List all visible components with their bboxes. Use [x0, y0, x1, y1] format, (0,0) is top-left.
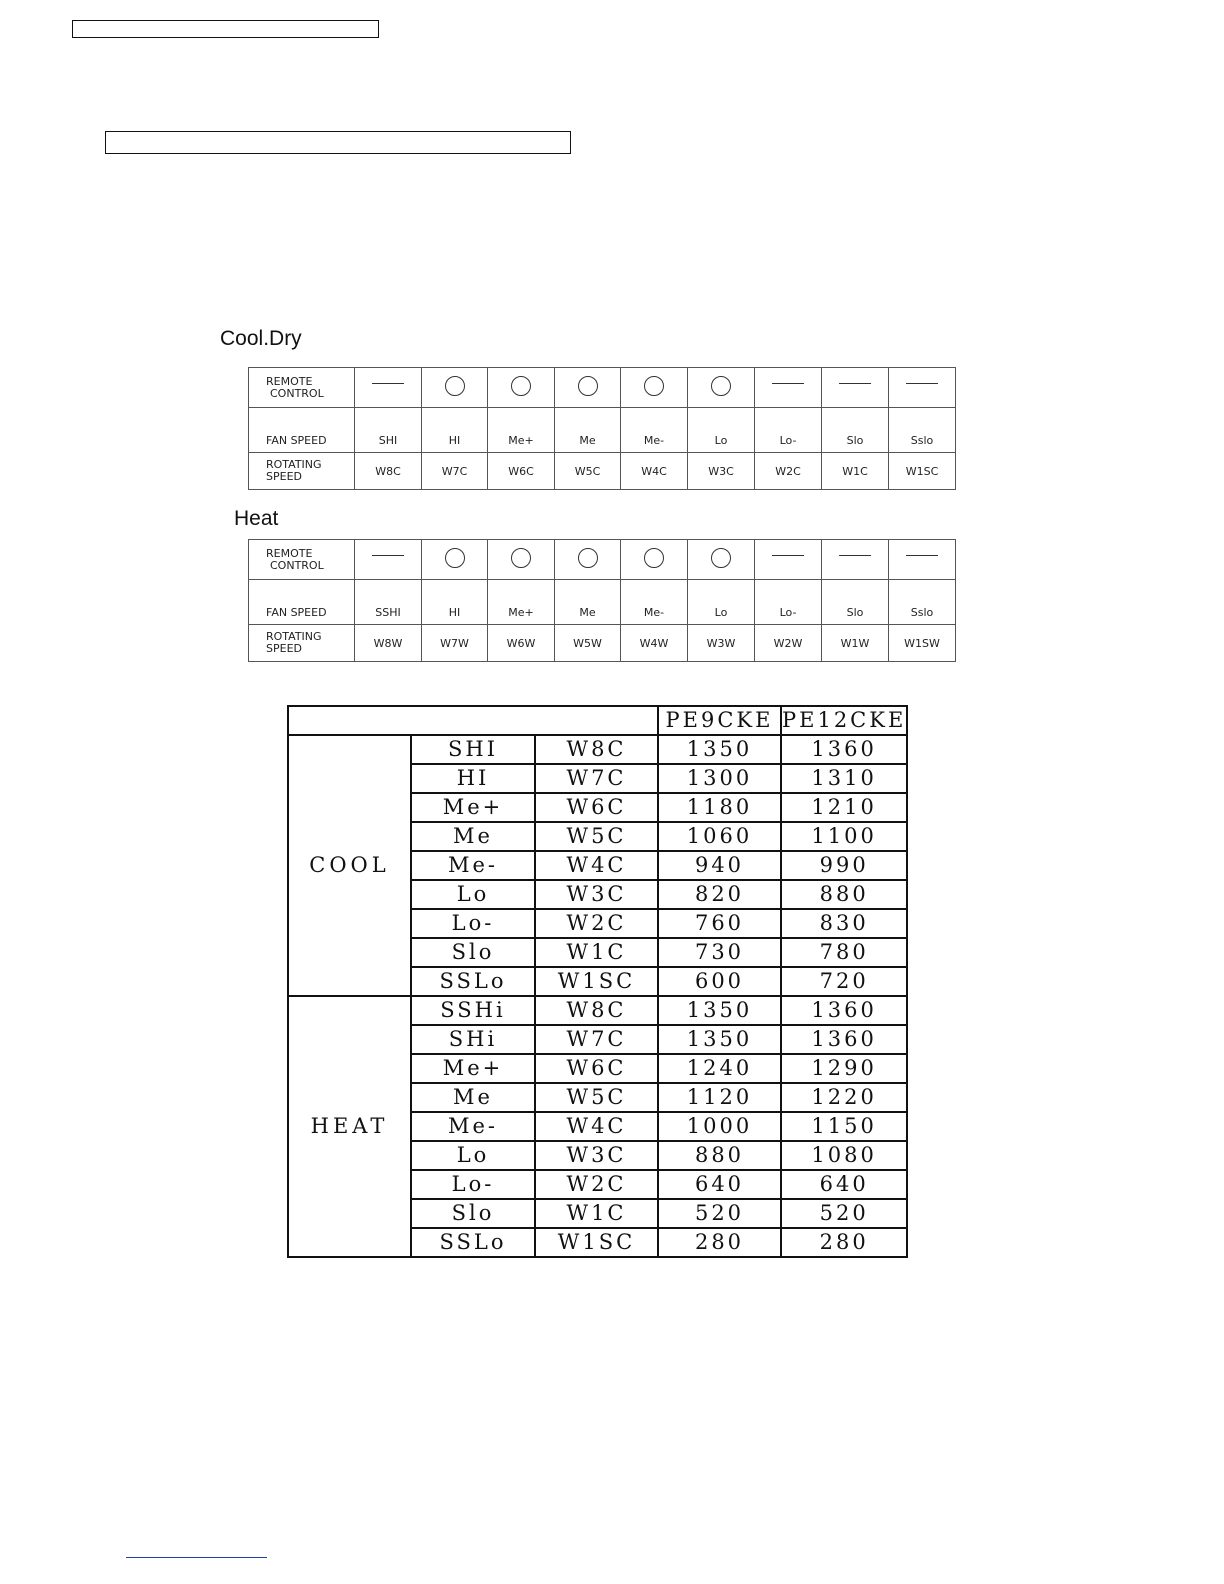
header-blank-cell — [288, 706, 658, 735]
remote-symbol — [822, 368, 889, 408]
rotating-code-cell: W8C — [535, 735, 658, 764]
rotating-label-line1: ROTATING — [266, 630, 322, 643]
remote-label-line1: REMOTE — [266, 546, 313, 560]
rotating-speed-cell: W4W — [621, 625, 688, 662]
rotating-speed-cell: W3C — [688, 453, 755, 490]
rotating-code-cell: W4C — [535, 1112, 658, 1141]
circle-icon — [711, 376, 731, 396]
rotating-code-cell: W3C — [535, 1141, 658, 1170]
speed-name-cell: Me — [411, 822, 535, 851]
pe12-rpm-cell: 1210 — [781, 793, 907, 822]
speed-name-cell: Me — [411, 1083, 535, 1112]
circle-icon — [711, 548, 731, 568]
pe9-rpm-cell: 1300 — [658, 764, 781, 793]
fan-speed-label: FAN SPEED — [249, 408, 355, 453]
speed-name-cell: SSLo — [411, 1228, 535, 1257]
heat-title: Heat — [234, 507, 279, 530]
rotating-code-cell: W7C — [535, 1025, 658, 1054]
fan-speed-cell: Me+ — [488, 408, 555, 453]
rotating-speed-cell: W6C — [488, 453, 555, 490]
circle-icon — [445, 548, 465, 568]
speed-name-cell: Me- — [411, 1112, 535, 1141]
circle-icon — [578, 548, 598, 568]
fan-speed-cell: Me- — [621, 580, 688, 625]
dash-icon — [839, 383, 871, 384]
remote-symbol — [621, 540, 688, 580]
pe12-rpm-cell: 830 — [781, 909, 907, 938]
rotating-code-cell: W7C — [535, 764, 658, 793]
pe12-rpm-cell: 990 — [781, 851, 907, 880]
speed-name-cell: Me- — [411, 851, 535, 880]
rotating-code-cell: W2C — [535, 909, 658, 938]
speed-name-cell: Lo — [411, 1141, 535, 1170]
circle-icon — [511, 548, 531, 568]
dash-icon — [372, 555, 404, 556]
pe12-rpm-cell: 1310 — [781, 764, 907, 793]
pe9-rpm-cell: 1350 — [658, 996, 781, 1025]
rotating-code-cell: W4C — [535, 851, 658, 880]
fan-speed-cell: Sslo — [889, 408, 956, 453]
speed-name-cell: Me+ — [411, 793, 535, 822]
rotating-speed-cell: W8C — [355, 453, 422, 490]
speed-name-cell: SHi — [411, 1025, 535, 1054]
fan-speed-label: FAN SPEED — [249, 580, 355, 625]
fan-speed-cell: HI — [422, 580, 488, 625]
rotating-code-cell: W8C — [535, 996, 658, 1025]
fan-speed-cell: HI — [422, 408, 488, 453]
fan-speed-cell: Sslo — [889, 580, 956, 625]
pe9-rpm-cell: 880 — [658, 1141, 781, 1170]
fan-speed-row — [249, 580, 956, 625]
speed-name-cell: SHI — [411, 735, 535, 764]
rotating-speed-cell: W3W — [688, 625, 755, 662]
fan-speed-cell: Lo — [688, 580, 755, 625]
rotating-code-cell: W6C — [535, 1054, 658, 1083]
fan-speed-cell: Me — [555, 408, 621, 453]
pe9-rpm-cell: 1060 — [658, 822, 781, 851]
rotating-speed-cell: W4C — [621, 453, 688, 490]
pe9-rpm-cell: 520 — [658, 1199, 781, 1228]
rotating-speed-cell: W8W — [355, 625, 422, 662]
pe12-rpm-cell: 280 — [781, 1228, 907, 1257]
rotating-code-cell: W6C — [535, 793, 658, 822]
speed-name-cell: Lo- — [411, 1170, 535, 1199]
header-row — [288, 706, 907, 735]
remote-symbol — [422, 368, 488, 408]
rotating-code-cell: W1SC — [535, 1228, 658, 1257]
remote-control-label — [249, 368, 355, 408]
rotating-code-cell: W2C — [535, 1170, 658, 1199]
fan-speed-cell: Lo — [688, 408, 755, 453]
speed-row — [288, 996, 907, 1025]
rotating-speed-cell: W1SC — [889, 453, 956, 490]
pe12-rpm-cell: 1360 — [781, 735, 907, 764]
fan-speed-cell: Slo — [822, 580, 889, 625]
fan-rpm-table — [287, 705, 908, 1258]
pe12-rpm-cell: 1100 — [781, 822, 907, 851]
pe9-rpm-cell: 760 — [658, 909, 781, 938]
cool-dry-title: Cool.Dry — [220, 327, 302, 350]
circle-icon — [511, 376, 531, 396]
rotating-speed-cell: W5C — [555, 453, 621, 490]
remote-symbol — [422, 540, 488, 580]
dash-icon — [772, 383, 804, 384]
remote-symbol — [755, 540, 822, 580]
rotating-code-cell: W1C — [535, 1199, 658, 1228]
footer-link-underline — [126, 1557, 267, 1558]
mode-label: COOL — [288, 735, 411, 996]
fan-speed-cell: Me- — [621, 408, 688, 453]
rotating-code-cell: W5C — [535, 1083, 658, 1112]
rotating-code-cell: W5C — [535, 822, 658, 851]
fan-speed-row — [249, 408, 956, 453]
rotating-code-cell: W1SC — [535, 967, 658, 996]
remote-symbol — [488, 368, 555, 408]
remote-control-row — [249, 368, 956, 408]
rotating-code-cell: W3C — [535, 880, 658, 909]
remote-symbol — [822, 540, 889, 580]
dash-icon — [906, 555, 938, 556]
remote-symbol — [889, 368, 956, 408]
rotating-speed-cell: W1SW — [889, 625, 956, 662]
speed-name-cell: SSLo — [411, 967, 535, 996]
pe9-rpm-cell: 640 — [658, 1170, 781, 1199]
dash-icon — [772, 555, 804, 556]
circle-icon — [644, 548, 664, 568]
speed-name-cell: Me+ — [411, 1054, 535, 1083]
fan-speed-cell: SHI — [355, 408, 422, 453]
rotating-speed-cell: W7C — [422, 453, 488, 490]
remote-symbol — [621, 368, 688, 408]
pe9-rpm-cell: 1240 — [658, 1054, 781, 1083]
dash-icon — [372, 383, 404, 384]
rotating-speed-cell: W5W — [555, 625, 621, 662]
pe9-rpm-cell: 1350 — [658, 1025, 781, 1054]
circle-icon — [578, 376, 598, 396]
cool-fan-speed-table — [248, 367, 956, 490]
remote-symbol — [555, 368, 621, 408]
rotating-speed-cell: W1W — [822, 625, 889, 662]
pe12-rpm-cell: 1080 — [781, 1141, 907, 1170]
speed-name-cell: Lo — [411, 880, 535, 909]
remote-label-line1: REMOTE — [266, 374, 313, 388]
pe12-rpm-cell: 520 — [781, 1199, 907, 1228]
pe9-rpm-cell: 820 — [658, 880, 781, 909]
fan-speed-cell: Me — [555, 580, 621, 625]
rotating-label-line1: ROTATING — [266, 458, 322, 471]
remote-symbol — [755, 368, 822, 408]
pe12-rpm-cell: 880 — [781, 880, 907, 909]
model-header: PE12CKE — [781, 706, 907, 735]
circle-icon — [644, 376, 664, 396]
circle-icon — [445, 376, 465, 396]
fan-speed-cell: Lo- — [755, 408, 822, 453]
speed-name-cell: Slo — [411, 938, 535, 967]
speed-name-cell: SSHi — [411, 996, 535, 1025]
fan-speed-cell: SSHI — [355, 580, 422, 625]
header-box-top — [72, 20, 379, 38]
rotating-speed-row — [249, 453, 956, 490]
rotating-speed-label — [249, 453, 355, 490]
rotating-speed-label — [249, 625, 355, 662]
pe9-rpm-cell: 1120 — [658, 1083, 781, 1112]
rotating-speed-cell: W1C — [822, 453, 889, 490]
dash-icon — [839, 555, 871, 556]
rotating-speed-cell: W2C — [755, 453, 822, 490]
remote-symbol — [555, 540, 621, 580]
rotating-speed-cell: W6W — [488, 625, 555, 662]
pe9-rpm-cell: 1000 — [658, 1112, 781, 1141]
remote-symbol — [688, 540, 755, 580]
fan-speed-cell: Me+ — [488, 580, 555, 625]
pe9-rpm-cell: 600 — [658, 967, 781, 996]
rotating-code-cell: W1C — [535, 938, 658, 967]
speed-row — [288, 735, 907, 764]
pe9-rpm-cell: 1350 — [658, 735, 781, 764]
pe9-rpm-cell: 730 — [658, 938, 781, 967]
remote-symbol — [355, 368, 422, 408]
heat-fan-speed-table — [248, 539, 956, 662]
rotating-speed-cell: W7W — [422, 625, 488, 662]
remote-symbol — [688, 368, 755, 408]
pe12-rpm-cell: 1290 — [781, 1054, 907, 1083]
dash-icon — [906, 383, 938, 384]
pe9-rpm-cell: 280 — [658, 1228, 781, 1257]
remote-symbol — [355, 540, 422, 580]
fan-speed-cell: Lo- — [755, 580, 822, 625]
pe12-rpm-cell: 720 — [781, 967, 907, 996]
pe12-rpm-cell: 1220 — [781, 1083, 907, 1112]
speed-name-cell: Lo- — [411, 909, 535, 938]
pe12-rpm-cell: 1150 — [781, 1112, 907, 1141]
speed-name-cell: HI — [411, 764, 535, 793]
pe12-rpm-cell: 1360 — [781, 996, 907, 1025]
rotating-label-line2: SPEED — [266, 642, 302, 655]
remote-symbol — [889, 540, 956, 580]
rotating-label-line2: SPEED — [266, 470, 302, 483]
pe12-rpm-cell: 780 — [781, 938, 907, 967]
remote-label-line2: CONTROL — [270, 558, 324, 572]
remote-control-label — [249, 540, 355, 580]
header-box-section — [105, 131, 571, 154]
mode-label: HEAT — [288, 996, 411, 1257]
model-header: PE9CKE — [658, 706, 781, 735]
pe12-rpm-cell: 640 — [781, 1170, 907, 1199]
remote-label-line2: CONTROL — [270, 386, 324, 400]
fan-speed-cell: Slo — [822, 408, 889, 453]
pe9-rpm-cell: 1180 — [658, 793, 781, 822]
speed-name-cell: Slo — [411, 1199, 535, 1228]
rotating-speed-row — [249, 625, 956, 662]
rotating-speed-cell: W2W — [755, 625, 822, 662]
pe12-rpm-cell: 1360 — [781, 1025, 907, 1054]
pe9-rpm-cell: 940 — [658, 851, 781, 880]
remote-control-row — [249, 540, 956, 580]
remote-symbol — [488, 540, 555, 580]
